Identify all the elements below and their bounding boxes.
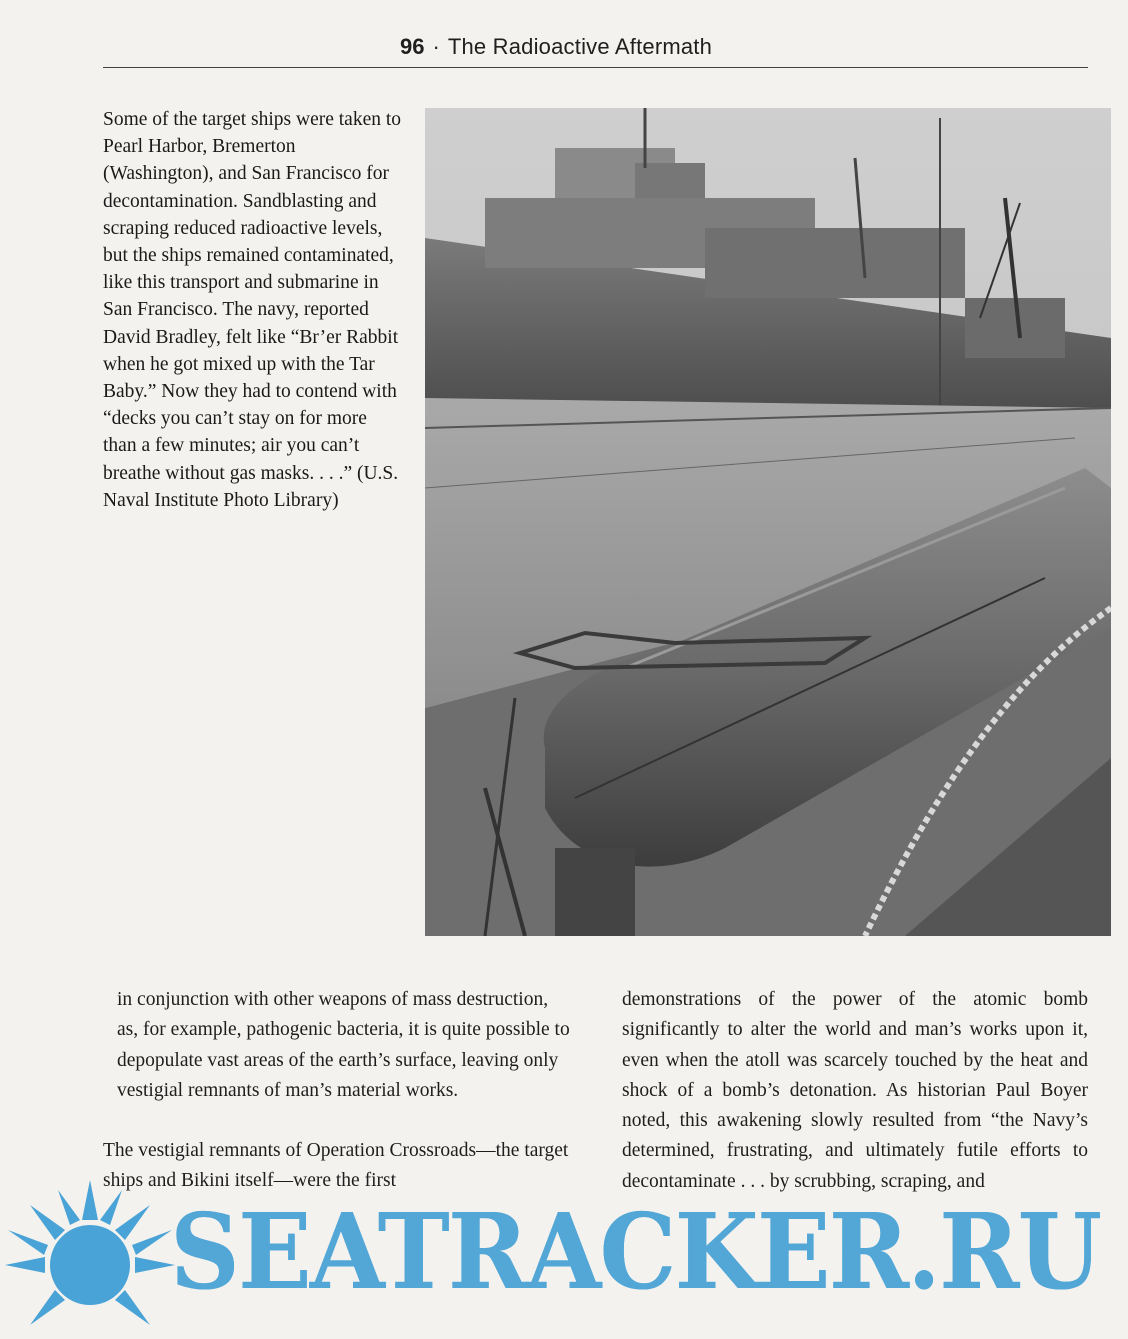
photograph [425,108,1111,936]
photo-caption [103,106,403,514]
body-paragraph-left: The vestigial remnants of Operation Crossroads—the target ships and Bikini itself—were the first [103,1140,569,1192]
paragraph-gap [103,1106,573,1136]
body-column-left [103,985,573,1197]
body-paragraph-right: demonstrations of the power of the atomic bomb significantly to alter the world and man’s works upon it, even when the atoll was scarcely touched by the heat and shock of a bomb’s detonation. As historian Paul Boyer noted, this awakening slowly resulted from “the Navy’s determined, frustrating, and ultimately futile efforts to decontaminate . . . by scrubbing, scraping, and [622,989,1088,1192]
header-rule [103,67,1088,68]
watermark-text: SEATRACKER.RU [170,1190,1101,1313]
chapter-title: The Radioactive Aftermath [447,34,713,59]
drydock-photo-illustration [425,108,1111,936]
running-head [400,34,712,66]
page-number: 96 [400,34,425,59]
caption-text: Some of the target ships were taken to Pearl Harbor, Bremerton (Washington), and San Francisco for decontamination. Sandblasting and scraping reduced radioactive levels, but the ships remained contaminated, like this transport and submarine in San Francisco. The navy, reported David Bradley, felt like “Br’er Rabbit when he got mixed up with the Tar Baby.” Now they had to contend with “decks you can’t stay on for more than a few minutes; air you can’t breathe without gas masks. . . .” (U.S. Naval Institute Photo Library) [103,109,402,511]
body-column-right [622,985,1088,1197]
running-head-separator: · [432,34,440,59]
block-quote: in conjunction with other weapons of mass destruction, as, for example, pathogenic bacteria, it is quite possible to depopulate vast areas of the earth’s surface, leaving only vestigial remnants of man’s material works. [117,989,570,1101]
